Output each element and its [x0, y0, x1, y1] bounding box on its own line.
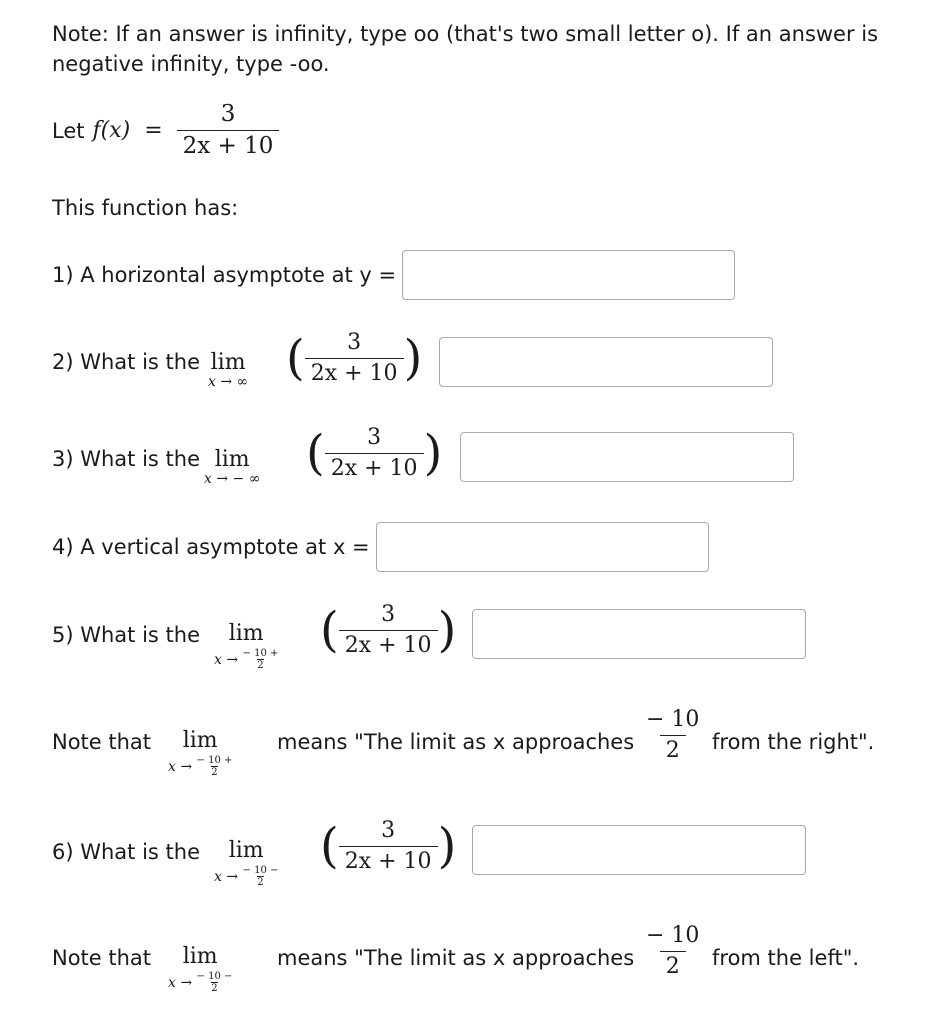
function-name: f(x) — [92, 118, 131, 143]
note-left-limit — [168, 946, 232, 994]
note-right-fraction — [640, 709, 705, 762]
numerator: 3 — [381, 817, 396, 843]
note-right-limit — [168, 730, 232, 778]
sub-arrow: x → — [214, 869, 239, 885]
q5-limit — [214, 623, 278, 671]
q4-label: 4) A vertical asymptote at x = — [52, 535, 370, 559]
q6-answer-input[interactable] — [472, 825, 806, 875]
let-label: Let — [52, 118, 85, 143]
intro-text: This function has: — [52, 196, 239, 220]
function-definition — [52, 103, 279, 158]
note-left-fraction — [640, 925, 705, 978]
q3-limit — [204, 449, 260, 487]
sub-fraction — [243, 649, 279, 671]
numerator: − 10 — [646, 923, 700, 948]
sub-numerator: − 10 + — [242, 648, 279, 659]
sub-fraction — [243, 866, 279, 888]
sub-denominator: 2 — [211, 983, 218, 994]
q5-expression — [320, 602, 456, 658]
denominator: 2x + 10 — [339, 846, 438, 873]
sub-numerator: − 10 − — [242, 865, 279, 876]
numerator: 3 — [381, 601, 396, 627]
left-paren: ( — [320, 602, 339, 658]
sub-fraction — [197, 756, 233, 778]
sub-denominator: 2 — [257, 660, 264, 671]
denominator: 2x + 10 — [339, 630, 438, 657]
right-paren: ) — [403, 330, 423, 386]
function-denominator: 2x + 10 — [177, 130, 280, 158]
q3-fraction — [325, 424, 424, 481]
q3-answer-input[interactable] — [460, 432, 794, 482]
q2-answer-input[interactable] — [439, 337, 773, 387]
q2-lim-word: lim — [210, 350, 246, 375]
sub-denominator: 2 — [257, 877, 264, 888]
note-left-suffix: from the left". — [712, 946, 860, 970]
note-right-prefix: Note that — [52, 730, 152, 754]
q3-label: 3) What is the — [52, 447, 200, 471]
q5-answer-input[interactable] — [472, 609, 806, 659]
note-right-lim-sub — [168, 756, 232, 778]
sub-arrow: x → — [214, 652, 239, 668]
q6-lim-word: lim — [228, 838, 264, 863]
equals-sign: = — [144, 118, 163, 143]
function-fraction — [177, 103, 280, 158]
q2-expression — [286, 330, 422, 386]
q5-lim-word: lim — [228, 621, 264, 646]
q1-label: 1) A horizontal asymptote at y = — [52, 263, 397, 287]
q4-answer-input[interactable] — [376, 522, 709, 572]
q6-label: 6) What is the — [52, 840, 200, 864]
note-right-text: means "The limit as x approaches — [277, 730, 635, 754]
q1-answer-input[interactable] — [402, 250, 735, 300]
denominator: 2x + 10 — [325, 453, 424, 480]
q6-limit — [214, 840, 278, 888]
denominator: 2 — [660, 735, 686, 762]
q6-fraction — [339, 817, 438, 874]
sub-fraction — [197, 972, 233, 994]
note-right-lim-word: lim — [182, 728, 218, 753]
q2-limit — [208, 352, 248, 390]
q3-lim-word: lim — [214, 447, 250, 472]
numerator: 3 — [367, 424, 382, 450]
denominator: 2 — [660, 951, 686, 978]
sub-denominator: 2 — [211, 767, 218, 778]
numerator: − 10 — [646, 707, 700, 732]
sub-arrow: x → — [168, 975, 193, 991]
note-line-1: Note: If an answer is infinity, type oo (that's two small letter o). If an answer is — [52, 22, 879, 46]
denominator: 2x + 10 — [305, 358, 404, 385]
note-left-prefix: Note that — [52, 946, 152, 970]
q3-lim-sub: x → − ∞ — [204, 471, 261, 487]
note-line-2: negative infinity, type -oo. — [52, 52, 330, 76]
sub-numerator: − 10 + — [196, 755, 233, 766]
right-paren: ) — [423, 425, 443, 481]
sub-numerator: − 10 − — [196, 971, 233, 982]
right-paren: ) — [437, 818, 457, 874]
sub-arrow: x → — [168, 759, 193, 775]
numerator: 3 — [347, 329, 362, 355]
q5-fraction — [339, 601, 438, 658]
q2-fraction — [305, 329, 404, 386]
q6-lim-sub — [214, 866, 278, 888]
right-paren: ) — [437, 602, 457, 658]
q5-lim-sub — [214, 649, 278, 671]
note-right-suffix: from the right". — [712, 730, 875, 754]
q5-label: 5) What is the — [52, 623, 200, 647]
q3-expression — [306, 425, 442, 481]
left-paren: ( — [320, 818, 339, 874]
left-paren: ( — [286, 330, 305, 386]
q2-lim-sub: x → ∞ — [208, 374, 249, 390]
q6-expression — [320, 818, 456, 874]
note-left-lim-word: lim — [182, 944, 218, 969]
note-left-lim-sub — [168, 972, 232, 994]
function-numerator: 3 — [220, 101, 236, 127]
left-paren: ( — [306, 425, 325, 481]
instruction-note — [52, 22, 878, 76]
note-left-text: means "The limit as x approaches — [277, 946, 635, 970]
q2-label: 2) What is the — [52, 350, 200, 374]
